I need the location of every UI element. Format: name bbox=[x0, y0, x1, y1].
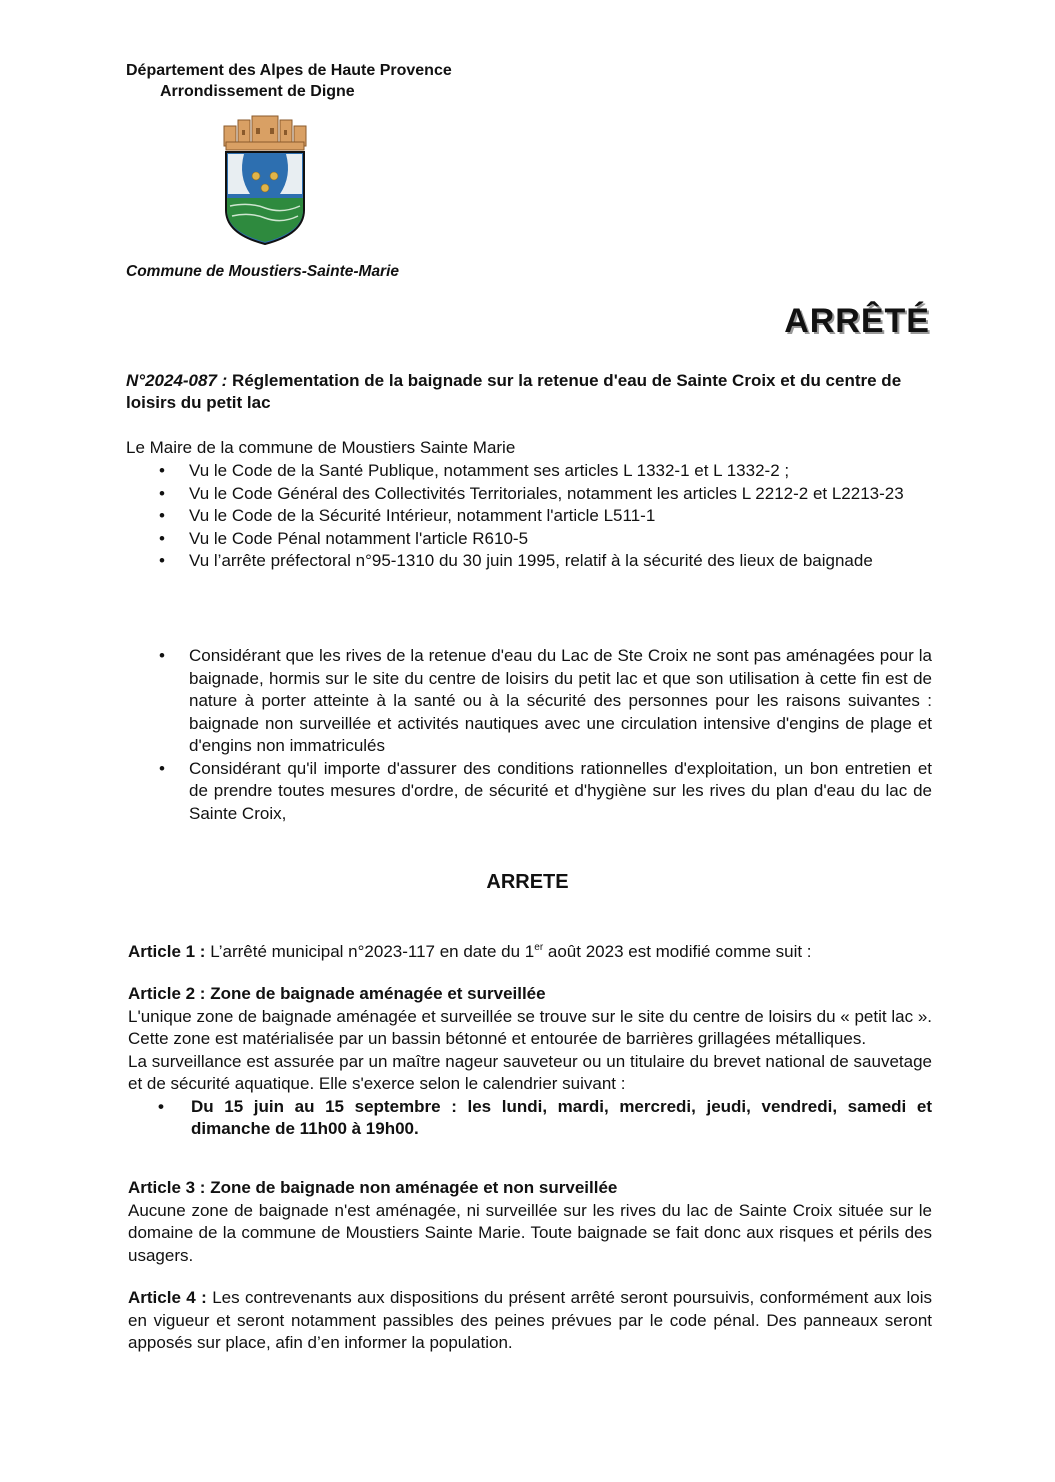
superscript: er bbox=[534, 942, 544, 953]
article-1 bbox=[128, 941, 932, 964]
article-4 bbox=[128, 1287, 932, 1355]
article-paragraph: Aucune zone de baignade n'est aménagée, ni surveillée sur les rives du lac de Sainte Croix située sur le domaine de la commune de Moustiers Sainte Marie. Toute baignade se fait donc aux risques et périls des usagers. bbox=[128, 1200, 932, 1265]
department-name: Département des Alpes de Haute Provence bbox=[126, 62, 452, 79]
article-label: Article 2 : Zone de baignade aménagée et surveillée bbox=[128, 984, 546, 1003]
list-item: • Vu le Code de la Sécurité Intérieur, notamment l'article L511-1 bbox=[126, 505, 932, 528]
commune-name: Commune de Moustiers-Sainte-Marie bbox=[126, 263, 400, 280]
article-text: août 2023 est modifié comme suit : bbox=[543, 942, 812, 961]
list-item: • Vu le Code Pénal notamment l'article R610-5 bbox=[126, 528, 932, 551]
arrondissement-name: Arrondissement de Digne bbox=[160, 83, 355, 100]
reference-line bbox=[126, 370, 936, 414]
mayor-intro: Le Maire de la commune de Moustiers Sainte Marie bbox=[126, 438, 516, 457]
article-text: L’arrêté municipal n°2023-117 en date du 1 bbox=[205, 942, 535, 961]
list-item: • Vu le Code de la Santé Publique, notamment ses articles L 1332-1 et L 1332-2 ; bbox=[126, 460, 932, 483]
article-paragraph: La surveillance est assurée par un maître nageur sauveteur ou un titulaire du brevet national de sauvetage et de sécurité aquatique. Elle s'exerce selon le calendrier suivant : bbox=[128, 1051, 932, 1093]
article-2 bbox=[128, 983, 932, 1141]
article-label: Article 4 : bbox=[128, 1288, 207, 1307]
list-item: • Vu l’arrête préfectoral n°95-1310 du 30 juin 1995, relatif à la sécurité des lieux de baignade bbox=[126, 550, 932, 573]
list-item: • Considérant qu'il importe d'assurer des conditions rationnelles d'exploitation, un bon entretien et de prendre toutes mesures d'ordre, de sécurité et d'hygiène sur les rives du plan d'eau du lac de Sainte Croix, bbox=[126, 758, 932, 826]
document-title: ARRÊTÉ bbox=[784, 302, 930, 340]
schedule-item: • Du 15 juin au 15 septembre : les lundi, mardi, mercredi, jeudi, vendredi, samedi et dimanche de 11h00 à 19h00. bbox=[128, 1096, 932, 1141]
reference-subject: Réglementation de la baignade sur la retenue d'eau de Sainte Croix et du centre de loisirs du petit lac bbox=[126, 371, 902, 412]
article-text: Les contrevenants aux dispositions du présent arrêté seront poursuivis, conformément aux lois en vigueur et seront notamment passibles des peines prévues par le code pénal. Des panneaux seront apposés sur place, afin d’en informer la population. bbox=[128, 1288, 932, 1352]
legal-basis-list bbox=[126, 460, 932, 573]
section-heading: ARRETE bbox=[486, 871, 569, 893]
list-item: • Considérant que les rives de la retenue d'eau du Lac de Ste Croix ne sont pas aménagées pour la baignade, hormis sur le site du centre de loisirs du petit lac et que son utilisation à cette fin est de nature à porter atteinte à la santé ou à la sécurité des personnes pour les raisons suivantes : baignade non surveillée et activités nautiques avec une circulation intensive d'engins de plage et d'engins non immatriculés bbox=[126, 645, 932, 758]
article-label: Article 3 : Zone de baignade non aménagée et non surveillée bbox=[128, 1178, 618, 1197]
article-paragraph: L'unique zone de baignade aménagée et surveillée se trouve sur le site du centre de loisirs du « petit lac ». Cette zone est matérialisée par un bassin bétonné et entourée de barrières grillagées métalliques. bbox=[128, 1006, 932, 1048]
article-3 bbox=[128, 1177, 932, 1267]
considerants-list bbox=[126, 645, 932, 825]
coat-of-arms-icon bbox=[220, 114, 310, 246]
article-label: Article 1 : bbox=[128, 942, 206, 961]
reference-number: N°2024-087 : bbox=[126, 371, 228, 390]
letterhead bbox=[126, 60, 452, 102]
list-item: • Vu le Code Général des Collectivités Territoriales, notamment les articles L 2212-2 et L2213-23 bbox=[126, 483, 932, 506]
